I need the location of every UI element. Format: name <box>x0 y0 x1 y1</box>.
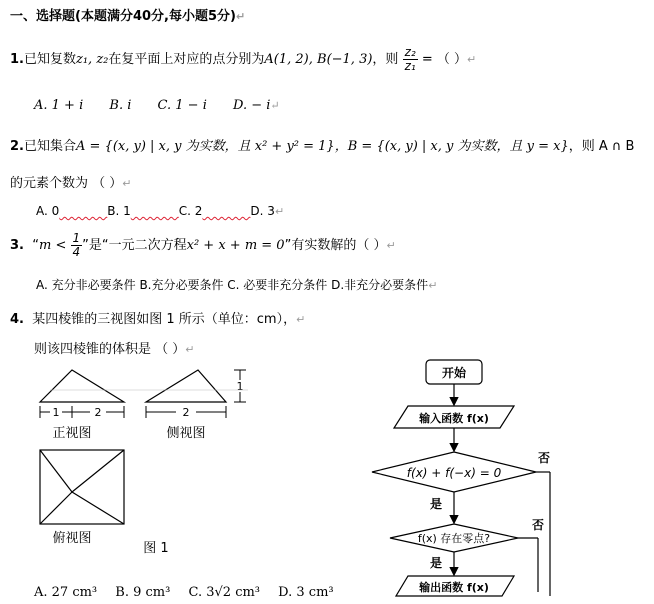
question-1: 1.已知复数z₁, z₂在复平面上对应的点分别为A(1, 2), B(−1, 3)，则 $\frac{\text{z₂}}{\text{z₁}}$ = （ ）↵ <box>10 45 477 73</box>
flow-yes-1: 是 <box>429 497 443 511</box>
side-view-shape <box>146 370 226 402</box>
q4-option-a: A. 27 cm³ <box>34 585 98 600</box>
flow-input-label: 输入函数 f(x) <box>419 412 489 425</box>
top-view-label: 俯视图 <box>52 531 92 546</box>
flow-no-1: 否 <box>537 451 551 465</box>
q1-option-c: C. 1 − i <box>157 98 207 113</box>
flow-yes-2: 是 <box>429 556 443 570</box>
top-view-shape <box>40 450 124 524</box>
figure-label: 图 1 <box>143 541 169 556</box>
flow-output-label: 输出函数 f(x) <box>419 581 489 594</box>
front-view-shape <box>40 370 124 402</box>
q3-options: A. 充分非必要条件 B.充分必要条件 C. 必要非充分条件 D.非充分必要条件↵ <box>36 278 438 292</box>
q2-options: A. 0 B. 1 C. 2 D. 3↵ <box>36 204 285 218</box>
flow-start-label: 开始 <box>441 366 467 380</box>
question-2: 2.已知集合A = {(x, y) | x, y 为实数，且 x² + y² = 1}，B = {(x, y) | x, y 为实数，且 y = x}，则 A ∩ B <box>10 139 635 154</box>
question-4-line2: 则该四棱锥的体积是 （ ）↵ <box>34 342 195 357</box>
q2-option-b: B. 1 <box>107 204 131 218</box>
side-view-label: 侧视图 <box>166 426 206 441</box>
q4-option-b: B. 9 cm³ <box>115 585 171 600</box>
flowchart <box>368 356 650 602</box>
front-dim-2: 2 <box>94 406 102 419</box>
q1-option-b: B. i <box>109 98 132 113</box>
flow-decision-2-label: f(x) 存在零点? <box>417 532 491 545</box>
flow-decision-1-label: f(x) + f(−x) = 0 <box>406 466 502 480</box>
q2-option-a: A. 0 <box>36 204 60 218</box>
section-title: 一、选择题(本题满分40分,每小题5分)↵ <box>10 9 246 24</box>
side-dim-height: 1 <box>236 380 244 393</box>
q1-option-d: D. − i <box>233 98 271 113</box>
front-view-label: 正视图 <box>52 426 92 441</box>
side-dimension <box>146 370 246 418</box>
q4-option-c: C. 3√2 cm³ <box>188 585 261 600</box>
q1-option-a: A. 1 + i <box>34 98 84 113</box>
front-dim-1: 1 <box>52 406 60 419</box>
flow-no-2: 否 <box>531 518 545 532</box>
three-view-figure <box>30 360 270 560</box>
question-4: 4. 某四棱锥的三视图如图 1 所示（单位：cm），↵ <box>10 312 306 327</box>
question-3: 3. “m < $\frac{1}{4}$ ”是“一元二次方程x² + x + m = 0”有实数解的（ ）↵ <box>10 231 396 259</box>
q2-option-c: C. 2 <box>178 204 203 218</box>
q4-option-d: D. 3 cm³ <box>278 585 334 600</box>
q2-option-d: D. 3 <box>250 204 275 218</box>
q1-options: A. 1 + i B. i C. 1 − i D. − i↵ <box>34 98 280 113</box>
side-dim-2: 2 <box>182 406 190 419</box>
q2-line2: 的元素个数为 （ ）↵ <box>10 176 132 191</box>
q4-options <box>34 585 334 600</box>
